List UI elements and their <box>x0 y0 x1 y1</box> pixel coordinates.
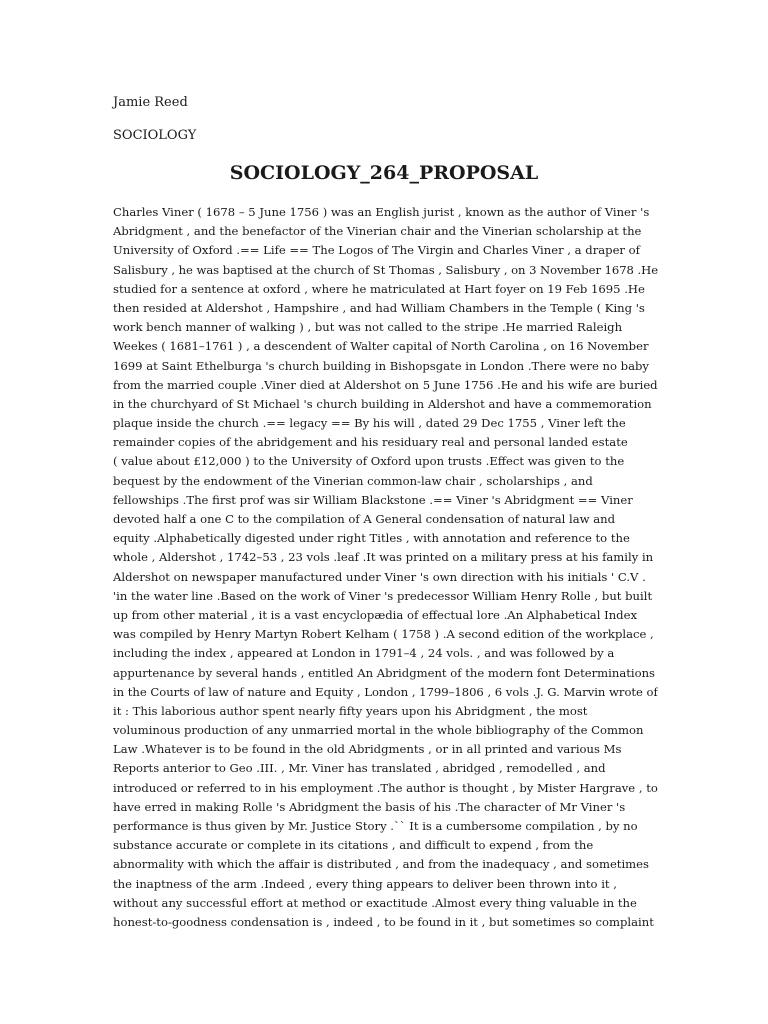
body-line: Abridgment , and the benefactor of the Vinerian chair and the Vinerian scholarship at the <box>113 224 642 239</box>
body-line: was compiled by Henry Martyn Robert Kelham ( 1758 ) .A second edition of the workplace , <box>113 627 654 642</box>
body-line: substance accurate or complete in its citations , and difficult to expend , from the <box>113 838 594 853</box>
body-text <box>113 203 658 932</box>
body-line: Law .Whatever is to be found in the old Abridgments , or in all printed and various Ms <box>113 742 622 757</box>
body-line: ( value about £12,000 ) to the University of Oxford upon trusts .Effect was given to the <box>113 454 625 469</box>
body-line: equity .Alphabetically digested under right Titles , with annotation and reference to the <box>113 531 630 546</box>
body-line: Aldershot on newspaper manufactured under Viner 's own direction with his initials ' C.V . <box>113 569 646 584</box>
body-line: the inaptness of the arm .Indeed , every thing appears to deliver been thrown into it , <box>113 876 617 891</box>
body-line: have erred in making Rolle 's Abridgment the basis of his .The character of Mr Viner 's <box>113 799 626 814</box>
body-line: it : This laborious author spent nearly fifty years upon his Abridgment , the most <box>113 703 588 718</box>
body-line: whole , Aldershot , 1742–53 , 23 vols .leaf .It was printed on a military press at his family in <box>113 550 654 565</box>
body-line: in the Courts of law of nature and Equity , London , 1799–1806 , 6 vols .J. G. Marvin wrote of <box>113 684 658 699</box>
body-line: Charles Viner ( 1678 – 5 June 1756 ) was an English jurist , known as the author of Viner 's <box>113 205 650 219</box>
body-line: fellowships .The first prof was sir William Blackstone .== Viner 's Abridgment == Viner <box>113 492 633 507</box>
body-line: work bench manner of walking ) , but was not called to the stripe .He married Raleigh <box>113 320 623 335</box>
course-name: SOCIOLOGY <box>113 128 197 143</box>
body-line: then resided at Aldershot , Hampshire , and had William Chambers in the Temple ( King 's <box>113 300 645 315</box>
body-line: voluminous production of any unmarried mortal in the whole bibliography of the Common <box>113 723 644 738</box>
body-line: performance is thus given by Mr. Justice Story .`` It is a cumbersome compilation , by no <box>113 819 638 833</box>
body-line: University of Oxford .== Life == The Logos of The Virgin and Charles Viner , a draper of <box>113 243 640 258</box>
body-line: remainder copies of the abridgement and his residuary real and personal landed estate <box>113 435 628 450</box>
body-line: devoted half a one C to the compilation of A General condensation of natural law and <box>113 512 616 526</box>
body-line: including the index , appeared at London in 1791–4 , 24 vols. , and was followed by a <box>113 646 615 661</box>
body-line: Salisbury , he was baptised at the church of St Thomas , Salisbury , on 3 November 1678 .He <box>113 262 658 277</box>
body-line: Weekes ( 1681–1761 ) , a descendent of Walter capital of North Carolina , on 16 November <box>113 339 649 354</box>
document-title: SOCIOLOGY_264_PROPOSAL <box>229 162 539 184</box>
body-line: 1699 at Saint Ethelburga 's church building in Bishopsgate in London .There were no baby <box>113 358 649 373</box>
body-line: plaque inside the church .== legacy == By his will , dated 29 Dec 1755 , Viner left the <box>113 416 626 431</box>
body-line: Reports anterior to Geo .III. , Mr. Viner has translated , abridged , remodelled , and <box>113 761 606 776</box>
body-line: introduced or referred to in his employment .The author is thought , by Mister Hargrave , to <box>113 780 658 795</box>
body-line: abnormality with which the affair is distributed , and from the inadequacy , and sometimes <box>113 857 649 872</box>
body-line: honest-to-goodness condensation is , indeed , to be found in it , but sometimes so complaint <box>113 914 654 929</box>
author-name: Jamie Reed <box>113 95 188 110</box>
body-line: 'in the water line .Based on the work of Viner 's predecessor William Henry Rolle , but built <box>113 588 653 603</box>
body-line: up from other material , it is a vast encyclopædia of effectual lore .An Alphabetical Index <box>113 607 637 622</box>
body-line: without any successful effort at method or exactitude .Almost every thing valuable in the <box>113 895 637 910</box>
body-line: in the churchyard of St Michael 's church building in Aldershot and have a commemoration <box>113 396 652 411</box>
body-line: bequest by the endowment of the Vinerian common-law chair , scholarships , and <box>113 473 593 488</box>
body-line: studied for a sentence at oxford , where he matriculated at Hart foyer on 19 Feb 1695 .He <box>113 281 645 296</box>
body-line: appurtenance by several hands , entitled An Abridgment of the modern font Determinations <box>113 665 656 680</box>
body-line: from the married couple .Viner died at Aldershot on 5 June 1756 .He and his wife are buried <box>113 377 658 392</box>
